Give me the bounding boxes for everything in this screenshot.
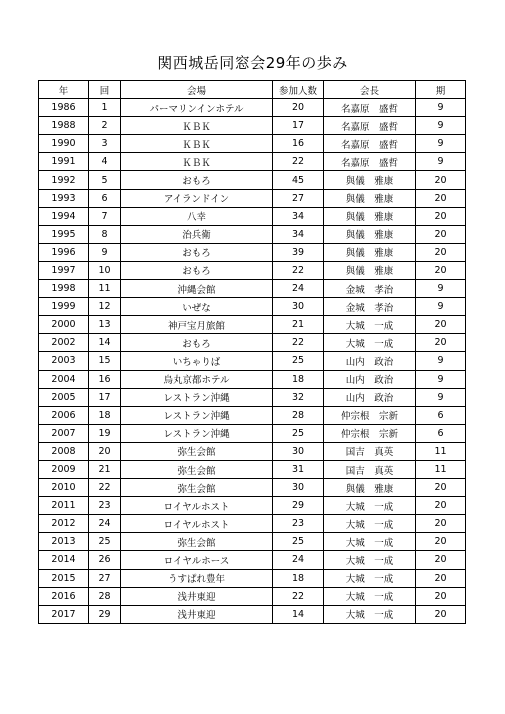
cell-venue: いぜな — [121, 298, 273, 316]
cell-round: 1 — [89, 99, 121, 117]
cell-president: 大城 一成 — [324, 316, 416, 334]
cell-term: 9 — [416, 280, 466, 298]
cell-attendees: 18 — [273, 569, 324, 587]
cell-president: 與儀 雅康 — [324, 243, 416, 261]
cell-attendees: 24 — [273, 280, 324, 298]
cell-year: 1997 — [39, 261, 89, 279]
cell-attendees: 23 — [273, 515, 324, 533]
cell-term: 20 — [416, 533, 466, 551]
table-row — [39, 569, 466, 587]
cell-term: 20 — [416, 316, 466, 334]
cell-year: 1988 — [39, 117, 89, 135]
history-table — [38, 80, 466, 624]
cell-term: 9 — [416, 153, 466, 171]
cell-year: 1999 — [39, 298, 89, 316]
cell-year: 1993 — [39, 189, 89, 207]
cell-term: 20 — [416, 479, 466, 497]
cell-year: 1994 — [39, 207, 89, 225]
cell-attendees: 45 — [273, 171, 324, 189]
cell-president: 大城 一成 — [324, 533, 416, 551]
cell-round: 13 — [89, 316, 121, 334]
table-row — [39, 298, 466, 316]
table-header-row — [39, 81, 466, 99]
cell-year: 2012 — [39, 515, 89, 533]
cell-president: 與儀 雅康 — [324, 189, 416, 207]
cell-president: 仲宗根 宗新 — [324, 406, 416, 424]
cell-venue: ＫＢＫ — [121, 117, 273, 135]
cell-attendees: 18 — [273, 370, 324, 388]
cell-attendees: 22 — [273, 334, 324, 352]
cell-round: 2 — [89, 117, 121, 135]
cell-round: 6 — [89, 189, 121, 207]
cell-term: 20 — [416, 569, 466, 587]
cell-year: 2017 — [39, 605, 89, 623]
cell-attendees: 17 — [273, 117, 324, 135]
table-row — [39, 479, 466, 497]
table-row — [39, 189, 466, 207]
cell-round: 20 — [89, 442, 121, 460]
cell-venue: ロイヤルホスト — [121, 497, 273, 515]
cell-term: 9 — [416, 352, 466, 370]
cell-round: 18 — [89, 406, 121, 424]
cell-year: 2015 — [39, 569, 89, 587]
cell-term: 20 — [416, 497, 466, 515]
cell-year: 2002 — [39, 334, 89, 352]
cell-president: 與儀 雅康 — [324, 261, 416, 279]
cell-term: 11 — [416, 442, 466, 460]
cell-term: 20 — [416, 261, 466, 279]
cell-year: 2006 — [39, 406, 89, 424]
cell-venue: レストラン沖縄 — [121, 424, 273, 442]
cell-round: 3 — [89, 135, 121, 153]
cell-year: 2005 — [39, 388, 89, 406]
cell-round: 14 — [89, 334, 121, 352]
cell-president: 與儀 雅康 — [324, 479, 416, 497]
cell-venue: 浅井東迎 — [121, 605, 273, 623]
cell-year: 1991 — [39, 153, 89, 171]
table-row — [39, 207, 466, 225]
cell-president: 大城 一成 — [324, 515, 416, 533]
cell-term: 20 — [416, 189, 466, 207]
cell-term: 11 — [416, 460, 466, 478]
cell-round: 19 — [89, 424, 121, 442]
cell-venue: 弥生会館 — [121, 533, 273, 551]
cell-attendees: 34 — [273, 225, 324, 243]
header-venue: 会場 — [121, 81, 273, 99]
cell-year: 2014 — [39, 551, 89, 569]
cell-round: 22 — [89, 479, 121, 497]
cell-president: 仲宗根 宗新 — [324, 424, 416, 442]
cell-president: 與儀 雅康 — [324, 225, 416, 243]
cell-attendees: 21 — [273, 316, 324, 334]
page-title: 関西城岳同窓会29年の歩み — [157, 54, 348, 72]
table-row — [39, 99, 466, 117]
table-row — [39, 587, 466, 605]
cell-venue: おもろ — [121, 261, 273, 279]
table-row — [39, 280, 466, 298]
cell-venue: ロイヤルホスト — [121, 515, 273, 533]
cell-president: 金城 孝治 — [324, 280, 416, 298]
cell-term: 9 — [416, 388, 466, 406]
cell-president: 名嘉原 盛哲 — [324, 99, 416, 117]
cell-year: 2016 — [39, 587, 89, 605]
cell-term: 20 — [416, 225, 466, 243]
cell-venue: ロイヤルホース — [121, 551, 273, 569]
header-attendees: 参加人数 — [273, 81, 324, 99]
cell-round: 5 — [89, 171, 121, 189]
cell-term: 9 — [416, 99, 466, 117]
table-row — [39, 388, 466, 406]
table-row — [39, 225, 466, 243]
cell-round: 8 — [89, 225, 121, 243]
cell-term: 9 — [416, 117, 466, 135]
cell-year: 2009 — [39, 460, 89, 478]
table-row — [39, 533, 466, 551]
cell-year: 2013 — [39, 533, 89, 551]
cell-venue: うすぱれ豊年 — [121, 569, 273, 587]
cell-venue: おもろ — [121, 334, 273, 352]
cell-venue: パーマリンインホテル — [121, 99, 273, 117]
cell-year: 2000 — [39, 316, 89, 334]
cell-term: 20 — [416, 551, 466, 569]
cell-term: 20 — [416, 207, 466, 225]
cell-venue: おもろ — [121, 171, 273, 189]
cell-round: 25 — [89, 533, 121, 551]
cell-president: 與儀 雅康 — [324, 171, 416, 189]
cell-venue: 弥生会館 — [121, 479, 273, 497]
cell-year: 2007 — [39, 424, 89, 442]
table-row — [39, 515, 466, 533]
cell-venue: レストラン沖縄 — [121, 388, 273, 406]
cell-president: 山内 政治 — [324, 370, 416, 388]
cell-term: 20 — [416, 171, 466, 189]
cell-president: 大城 一成 — [324, 551, 416, 569]
cell-attendees: 32 — [273, 388, 324, 406]
cell-round: 7 — [89, 207, 121, 225]
cell-attendees: 22 — [273, 261, 324, 279]
cell-president: 名嘉原 盛哲 — [324, 135, 416, 153]
cell-year: 2010 — [39, 479, 89, 497]
cell-round: 17 — [89, 388, 121, 406]
table-row — [39, 551, 466, 569]
cell-venue: アイランドイン — [121, 189, 273, 207]
cell-year: 1990 — [39, 135, 89, 153]
cell-president: 大城 一成 — [324, 497, 416, 515]
cell-round: 29 — [89, 605, 121, 623]
cell-venue: 神戸宝月旅館 — [121, 316, 273, 334]
cell-term: 9 — [416, 298, 466, 316]
cell-year: 2003 — [39, 352, 89, 370]
cell-term: 9 — [416, 370, 466, 388]
cell-venue: おもろ — [121, 243, 273, 261]
cell-venue: 弥生会館 — [121, 460, 273, 478]
cell-venue: 烏丸京都ホテル — [121, 370, 273, 388]
table-row — [39, 334, 466, 352]
cell-round: 26 — [89, 551, 121, 569]
cell-year: 1995 — [39, 225, 89, 243]
cell-attendees: 14 — [273, 605, 324, 623]
cell-president: 名嘉原 盛哲 — [324, 117, 416, 135]
cell-year: 2011 — [39, 497, 89, 515]
cell-attendees: 34 — [273, 207, 324, 225]
cell-attendees: 39 — [273, 243, 324, 261]
table-body — [39, 99, 466, 624]
cell-attendees: 31 — [273, 460, 324, 478]
cell-term: 20 — [416, 515, 466, 533]
cell-round: 28 — [89, 587, 121, 605]
cell-round: 11 — [89, 280, 121, 298]
cell-attendees: 28 — [273, 406, 324, 424]
table-row — [39, 153, 466, 171]
cell-attendees: 25 — [273, 533, 324, 551]
cell-year: 1998 — [39, 280, 89, 298]
cell-venue: 弥生会館 — [121, 442, 273, 460]
table-row — [39, 171, 466, 189]
cell-attendees: 27 — [273, 189, 324, 207]
cell-term: 9 — [416, 135, 466, 153]
cell-venue: 治兵衛 — [121, 225, 273, 243]
table-row — [39, 406, 466, 424]
cell-president: 山内 政治 — [324, 352, 416, 370]
table-row — [39, 442, 466, 460]
table-row — [39, 370, 466, 388]
cell-year: 1996 — [39, 243, 89, 261]
cell-round: 24 — [89, 515, 121, 533]
cell-attendees: 25 — [273, 424, 324, 442]
cell-president: 山内 政治 — [324, 388, 416, 406]
table-row — [39, 117, 466, 135]
table-row — [39, 352, 466, 370]
cell-president: 大城 一成 — [324, 587, 416, 605]
cell-year: 2004 — [39, 370, 89, 388]
cell-round: 9 — [89, 243, 121, 261]
cell-venue: 浅井東迎 — [121, 587, 273, 605]
cell-attendees: 30 — [273, 442, 324, 460]
cell-president: 大城 一成 — [324, 605, 416, 623]
cell-attendees: 25 — [273, 352, 324, 370]
cell-president: 大城 一成 — [324, 334, 416, 352]
cell-round: 10 — [89, 261, 121, 279]
cell-president: 金城 孝治 — [324, 298, 416, 316]
cell-attendees: 24 — [273, 551, 324, 569]
cell-round: 15 — [89, 352, 121, 370]
cell-venue: ＫＢＫ — [121, 153, 273, 171]
table-row — [39, 135, 466, 153]
cell-venue: いちゃりば — [121, 352, 273, 370]
cell-year: 2008 — [39, 442, 89, 460]
header-president: 会長 — [324, 81, 416, 99]
cell-venue: 沖縄会館 — [121, 280, 273, 298]
cell-round: 16 — [89, 370, 121, 388]
cell-year: 1992 — [39, 171, 89, 189]
table-row — [39, 497, 466, 515]
cell-round: 21 — [89, 460, 121, 478]
cell-round: 12 — [89, 298, 121, 316]
cell-venue: 八幸 — [121, 207, 273, 225]
cell-attendees: 29 — [273, 497, 324, 515]
cell-attendees: 22 — [273, 587, 324, 605]
cell-president: 名嘉原 盛哲 — [324, 153, 416, 171]
table-row — [39, 243, 466, 261]
table-row — [39, 460, 466, 478]
cell-attendees: 22 — [273, 153, 324, 171]
cell-venue: ＫＢＫ — [121, 135, 273, 153]
cell-round: 23 — [89, 497, 121, 515]
header-year: 年 — [39, 81, 89, 99]
cell-attendees: 16 — [273, 135, 324, 153]
cell-round: 4 — [89, 153, 121, 171]
cell-attendees: 30 — [273, 479, 324, 497]
cell-venue: レストラン沖縄 — [121, 406, 273, 424]
header-term: 期 — [416, 81, 466, 99]
header-round: 回 — [89, 81, 121, 99]
cell-term: 6 — [416, 424, 466, 442]
table-row — [39, 424, 466, 442]
cell-term: 6 — [416, 406, 466, 424]
cell-president: 大城 一成 — [324, 569, 416, 587]
cell-president: 国吉 真英 — [324, 442, 416, 460]
cell-president: 国吉 真英 — [324, 460, 416, 478]
table-row — [39, 316, 466, 334]
cell-term: 20 — [416, 605, 466, 623]
cell-term: 20 — [416, 334, 466, 352]
cell-president: 與儀 雅康 — [324, 207, 416, 225]
cell-term: 20 — [416, 243, 466, 261]
cell-attendees: 20 — [273, 99, 324, 117]
table-row — [39, 605, 466, 623]
cell-round: 27 — [89, 569, 121, 587]
cell-term: 20 — [416, 587, 466, 605]
cell-attendees: 30 — [273, 298, 324, 316]
cell-year: 1986 — [39, 99, 89, 117]
table-row — [39, 261, 466, 279]
